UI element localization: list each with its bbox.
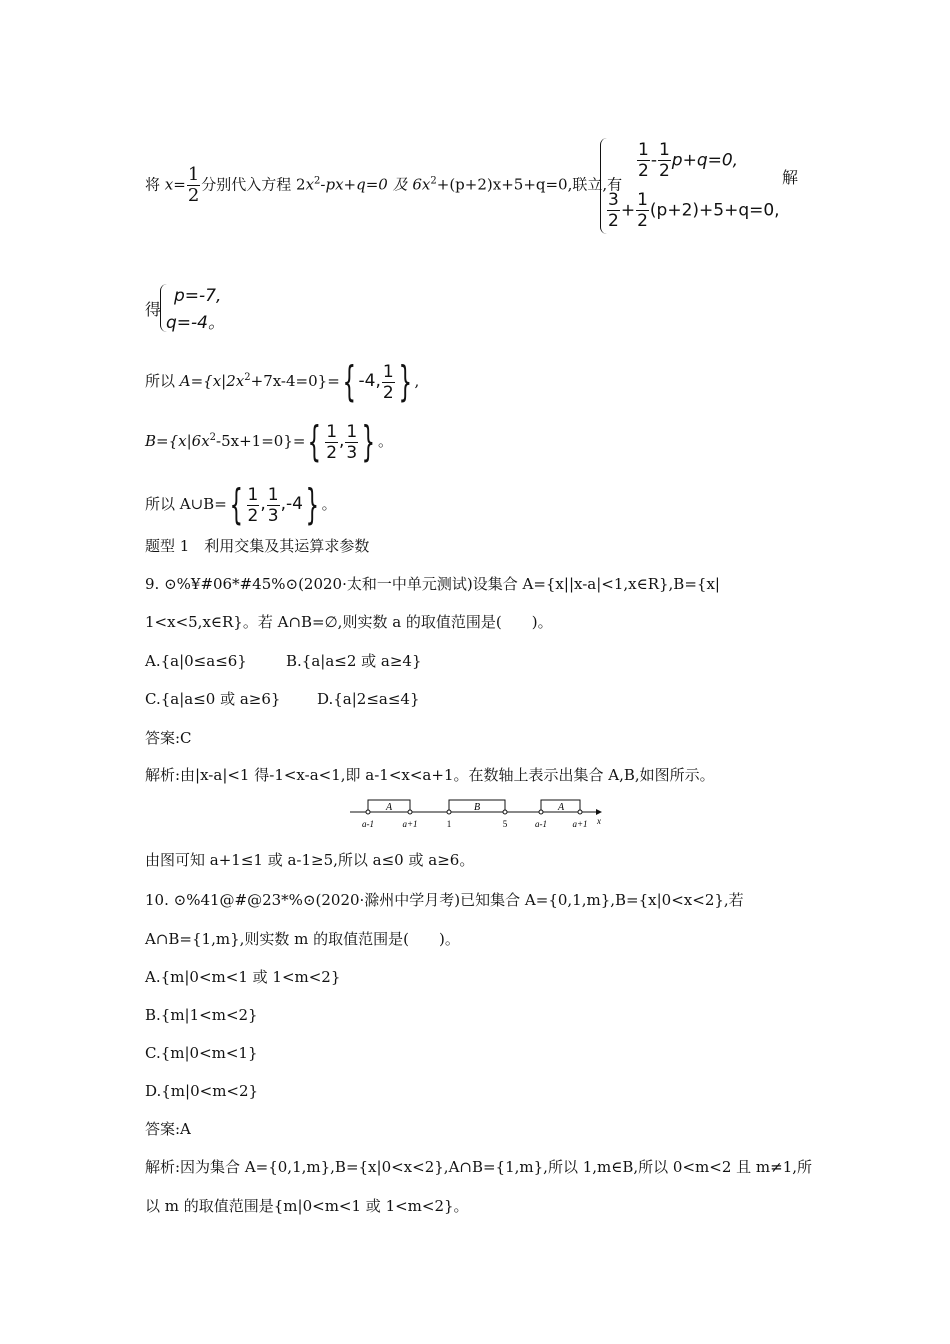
tick-a-minus-1-right: a-1 xyxy=(535,819,547,829)
q10-option-c: C.{m|0<m<1} xyxy=(145,1044,258,1062)
point-5 xyxy=(503,810,507,814)
axis-arrow xyxy=(596,809,602,815)
q10-stem-line-2: A∩B={1,m},则实数 m 的取值范围是( )。 xyxy=(145,930,460,948)
label-a-right: A xyxy=(557,802,565,813)
tick-1: 1 xyxy=(446,819,452,829)
q9-analysis: 解析:由|x-a|<1 得-1<x-a<1,即 a-1<x<a+1。在数轴上表示出集合 A,B,如图所示。 xyxy=(145,766,715,784)
section-heading: 题型 1 利用交集及其运算求参数 xyxy=(145,537,370,555)
q10-option-b: B.{m|1<m<2} xyxy=(145,1006,258,1024)
system-row-2: $\frac{3}{2}$ + $\frac{1}{2}$ (p+2)+5+q=0, xyxy=(608,190,780,231)
tick-a-plus-1-left: a+1 xyxy=(402,819,418,829)
q9-answer: 答案:C xyxy=(145,729,192,747)
tick-5: 5 xyxy=(502,819,508,829)
set-union-line: 所以 A∪B={ $\frac{1}{2}$ , $\frac{1}{3}$ ,-4} 。 xyxy=(145,480,337,529)
q9-conclusion: 由图可知 a+1≤1 或 a-1≥5,所以 a≤0 或 a≥6。 xyxy=(145,851,475,869)
set-a-line: 所以 $A=\{x|2x^2+7x-4=0\}=${ -4, $\frac{1}{2}$ } , xyxy=(145,357,420,406)
q9-option-a: A.{a|0≤a≤6} xyxy=(145,652,247,670)
fraction-half: $\frac{1}{2}$ xyxy=(187,164,200,206)
label-a-left: A xyxy=(385,802,393,813)
point-a-minus-1-left xyxy=(366,810,370,814)
solution-substitute-line: 将 x= $\frac{1}{2}$ 分别代入方程 $2x^2-px+q=0$ 及 $6x^2+(p+2)x+5+q=0$,联立,有 xyxy=(145,164,623,206)
system-row-1: $\frac{1}{2}$ - $\frac{1}{2}$ p+q=0, xyxy=(638,140,739,181)
tick-a-minus-1-left: a-1 xyxy=(362,819,374,829)
q9-option-d: D.{a|2≤a≤4} xyxy=(317,690,420,708)
point-a-minus-1-right xyxy=(539,810,543,814)
q10-option-a: A.{m|0<m<1 或 1<m<2} xyxy=(145,968,341,986)
axis-label-x: x xyxy=(597,816,601,826)
q10-analysis-line-1: 解析:因为集合 A={0,1,m},B={x|0<x<2},A∩B={1,m},所以 1,m∈B,所以 0<m<2 且 m≠1,所 xyxy=(145,1158,813,1176)
word-de: 得 xyxy=(145,300,162,319)
word-jie: 解 xyxy=(782,168,799,187)
q9-option-b: B.{a|a≤2 或 a≥4} xyxy=(286,652,422,670)
point-a-plus-1-right xyxy=(578,810,582,814)
point-a-plus-1-left xyxy=(408,810,412,814)
q10-answer: 答案:A xyxy=(145,1120,191,1138)
q9-stem-line-1: 9. ⊙%¥#06*#45%⊙(2020·太和一中单元测试)设集合 A={x||x-a|<1,x∈R},B={x| xyxy=(145,575,720,593)
tick-a-plus-1-right: a+1 xyxy=(572,819,588,829)
set-b-line: $B=\{x|6x^2-5x+1=0\}=${ $\frac{1}{2}$ , $\frac{1}{3}$ } 。 xyxy=(145,417,393,466)
q9-option-c: C.{a|a≤0 或 a≥6} xyxy=(145,690,281,708)
result-p: p=-7, xyxy=(174,286,222,306)
q9-stem-line-2: 1<x<5,x∈R}。若 A∩B=∅,则实数 a 的取值范围是( )。 xyxy=(145,613,553,631)
number-line-figure xyxy=(348,796,608,836)
label-b: B xyxy=(473,802,481,813)
q10-option-d: D.{m|0<m<2} xyxy=(145,1082,259,1100)
result-q: q=-4。 xyxy=(166,313,225,333)
q10-analysis-line-2: 以 m 的取值范围是{m|0<m<1 或 1<m<2}。 xyxy=(145,1197,469,1215)
point-1 xyxy=(447,810,451,814)
q10-stem-line-1: 10. ⊙%41@#@23*%⊙(2020·滁州中学月考)已知集合 A={0,1,m},B={x|0<x<2},若 xyxy=(145,891,744,909)
